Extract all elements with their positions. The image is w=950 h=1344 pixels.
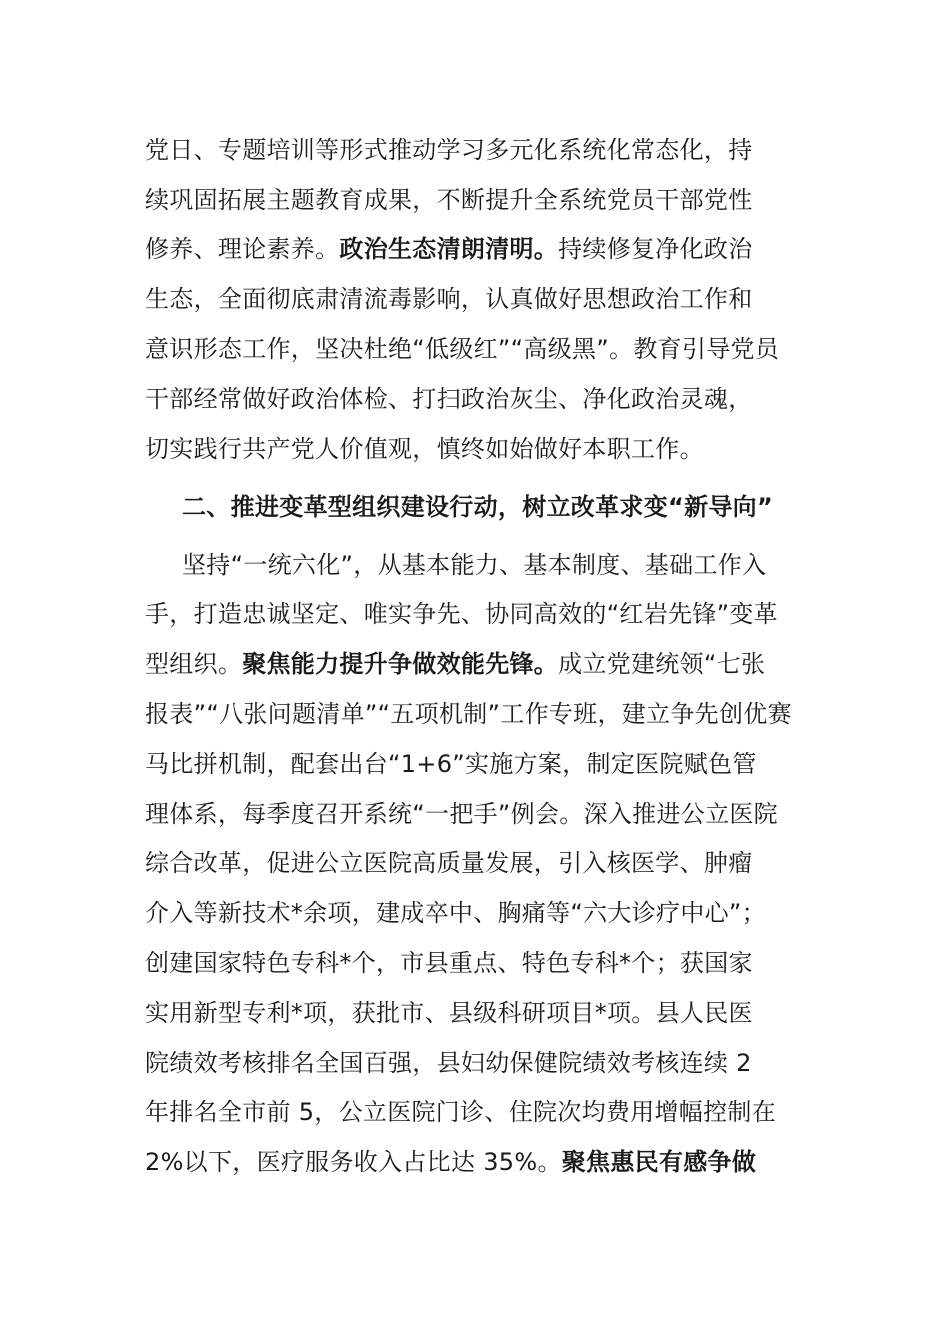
para2-line-10: 实用新型专利*项，获批市、县级科研项目*项。县人民医 — [145, 999, 753, 1027]
para1-line-1: 党日、专题培训等形式推动学习多元化系统化常态化，持 — [145, 136, 753, 164]
para1-line-2: 续巩固拓展主题教育成果，不断提升全系统党员干部党性 — [145, 186, 753, 214]
para2-line-9: 创建国家特色专科*个，市县重点、特色专科*个；获国家 — [145, 949, 753, 977]
para1-line-5: 意识形态工作，坚决杜绝“低级红”“高级黑”。教育引导党员 — [145, 335, 780, 363]
para1-line-3 — [145, 229, 810, 269]
bold-phrase-benefit: 聚焦惠民有感争做 — [561, 1148, 757, 1176]
para2-line-3-rest: 成立党建统领“七张 — [558, 650, 766, 678]
para2-line-13-text: 2%以下，医疗服务收入占比达 35%。 — [145, 1148, 562, 1176]
bold-phrase-capability: 聚焦能力提升争做效能先锋。 — [242, 650, 559, 678]
para2-line-7: 综合改革，促进公立医院高质量发展，引入核医学、肿瘤 — [145, 849, 753, 877]
para2-line-3-text: 型组织。 — [145, 650, 243, 678]
para2-line-8: 介入等新技术*余项，建成卒中、胸痛等“六大诊疗中心”； — [145, 899, 766, 927]
para2-line-13 — [145, 1142, 810, 1182]
bold-phrase-political-ecology: 政治生态清朗清明。 — [339, 235, 559, 263]
para1-line-3-rest: 持续修复净化政治 — [558, 235, 753, 263]
section-heading: 二、推进变革型组织建设行动，树立改革求变“新导向” — [182, 493, 774, 521]
para2-line-2: 手，打造忠诚坚定、唯实争先、协同高效的“红岩先锋”变革 — [145, 600, 778, 628]
para2-line-6: 理体系，每季度召开系统“一把手”例会。深入推进公立医院 — [145, 800, 778, 828]
para1-line-4: 生态，全面彻底肃清流毒影响，认真做好思想政治工作和 — [145, 285, 753, 313]
para2-line-3 — [145, 644, 810, 684]
para1-line-6: 干部经常做好政治体检、打扫政治灰尘、净化政治灵魂， — [145, 385, 753, 413]
para2-line-11: 院绩效考核排名全国百强，县妇幼保健院绩效考核连续 2 — [145, 1049, 752, 1077]
para2-line-12: 年排名全市前 5，公立医院门诊、住院次均费用增幅控制在 — [145, 1098, 776, 1126]
para2-line-4: 报表”“八张问题清单”“五项机制”工作专班，建立争先创优赛 — [145, 700, 792, 728]
para1-line-7: 切实践行共产党人价值观，慎终如始做好本职工作。 — [145, 435, 704, 463]
para1-line-3-text: 修养、理论素养。 — [145, 235, 340, 263]
para2-line-1: 坚持“一统六化”，从基本能力、基本制度、基础工作入 — [182, 551, 767, 579]
para2-line-5: 马比拼机制，配套出台“1+6”实施方案，制定医院赋色管 — [145, 750, 757, 778]
